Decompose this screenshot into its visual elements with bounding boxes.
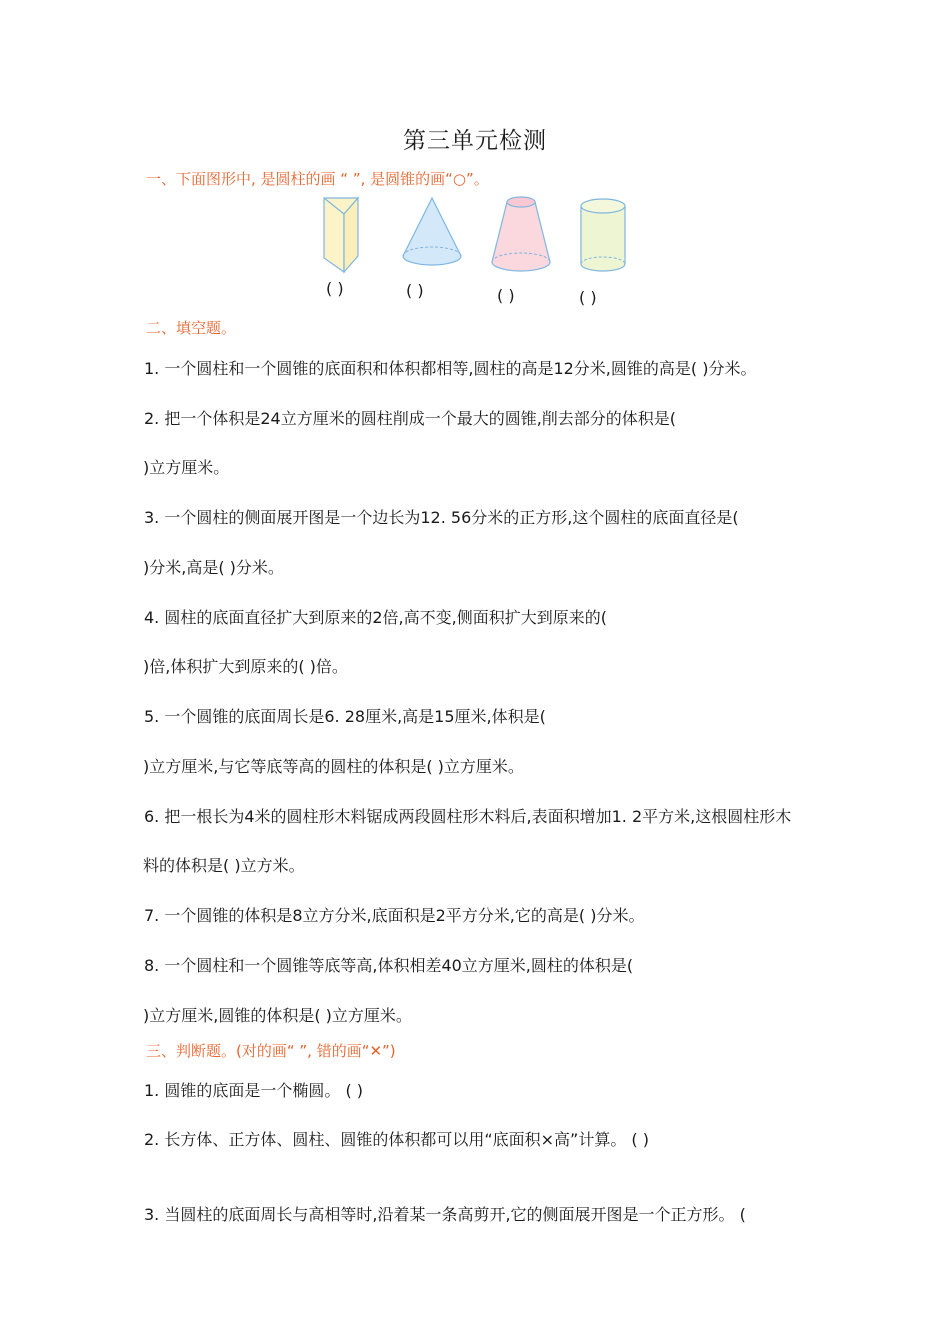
fill-question-8: 8. 一个圆柱和一个圆锥等底等高,体积相差40立方厘米,圆柱的体积是(	[144, 956, 634, 975]
section-1-heading: 一、下面图形中, 是圆柱的画 “ ”, 是圆锥的画“○”。	[146, 170, 489, 188]
fill-question-6-continued: 料的体积是( )立方米。	[143, 856, 305, 875]
fill-question-7: 7. 一个圆锥的体积是8立方分米,底面积是2平方分米,它的高是( )分米。	[144, 906, 645, 925]
fill-question-3-continued: )分米,高是( )分米。	[143, 558, 284, 577]
shape-answer-blank-4[interactable]: ( )	[579, 288, 597, 307]
section-2-heading: 二、填空题。	[146, 319, 237, 337]
frustum-figure	[492, 197, 550, 271]
fill-question-6: 6. 把一根长为4米的圆柱形木料锯成两段圆柱形木料后,表面积增加1. 2平方米,这根圆柱形木	[144, 807, 792, 826]
judge-question-3: 3. 当圆柱的底面周长与高相等时,沿着某一条高剪开,它的侧面展开图是一个正方形。 (	[144, 1205, 746, 1224]
fill-question-2-continued: )立方厘米。	[143, 458, 230, 477]
page-title: 第三单元检测	[403, 128, 547, 154]
shape-answer-blank-3[interactable]: ( )	[497, 286, 515, 305]
fill-question-5: 5. 一个圆锥的底面周长是6. 28厘米,高是15厘米,体积是(	[144, 707, 546, 726]
judge-question-2: 2. 长方体、正方体、圆柱、圆锥的体积都可以用“底面积×高”计算。 ( )	[144, 1130, 649, 1149]
fill-question-1: 1. 一个圆柱和一个圆锥的底面积和体积都相等,圆柱的高是12分米,圆锥的高是( )分米。	[144, 359, 757, 378]
fill-question-2: 2. 把一个体积是24立方厘米的圆柱削成一个最大的圆锥,削去部分的体积是(	[144, 409, 677, 428]
shape-answer-blank-1[interactable]: ( )	[326, 279, 344, 298]
fill-question-8-continued: )立方厘米,圆锥的体积是( )立方厘米。	[143, 1006, 412, 1025]
triangular-prism-figure	[324, 198, 358, 272]
cone-figure	[403, 198, 461, 265]
fill-question-4-continued: )倍,体积扩大到原来的( )倍。	[143, 657, 348, 676]
cylinder-figure	[581, 199, 625, 271]
shape-answer-blank-2[interactable]: ( )	[406, 281, 424, 300]
shape-figures	[310, 190, 650, 280]
fill-question-4: 4. 圆柱的底面直径扩大到原来的2倍,高不变,侧面积扩大到原来的(	[144, 608, 607, 627]
section-3-heading: 三、判断题。(对的画“ ”, 错的画“✕”)	[146, 1042, 396, 1060]
fill-question-5-continued: )立方厘米,与它等底等高的圆柱的体积是( )立方厘米。	[143, 757, 524, 776]
judge-question-1: 1. 圆锥的底面是一个椭圆。 ( )	[144, 1081, 364, 1100]
fill-question-3: 3. 一个圆柱的侧面展开图是一个边长为12. 56分米的正方形,这个圆柱的底面直径是(	[144, 508, 739, 527]
